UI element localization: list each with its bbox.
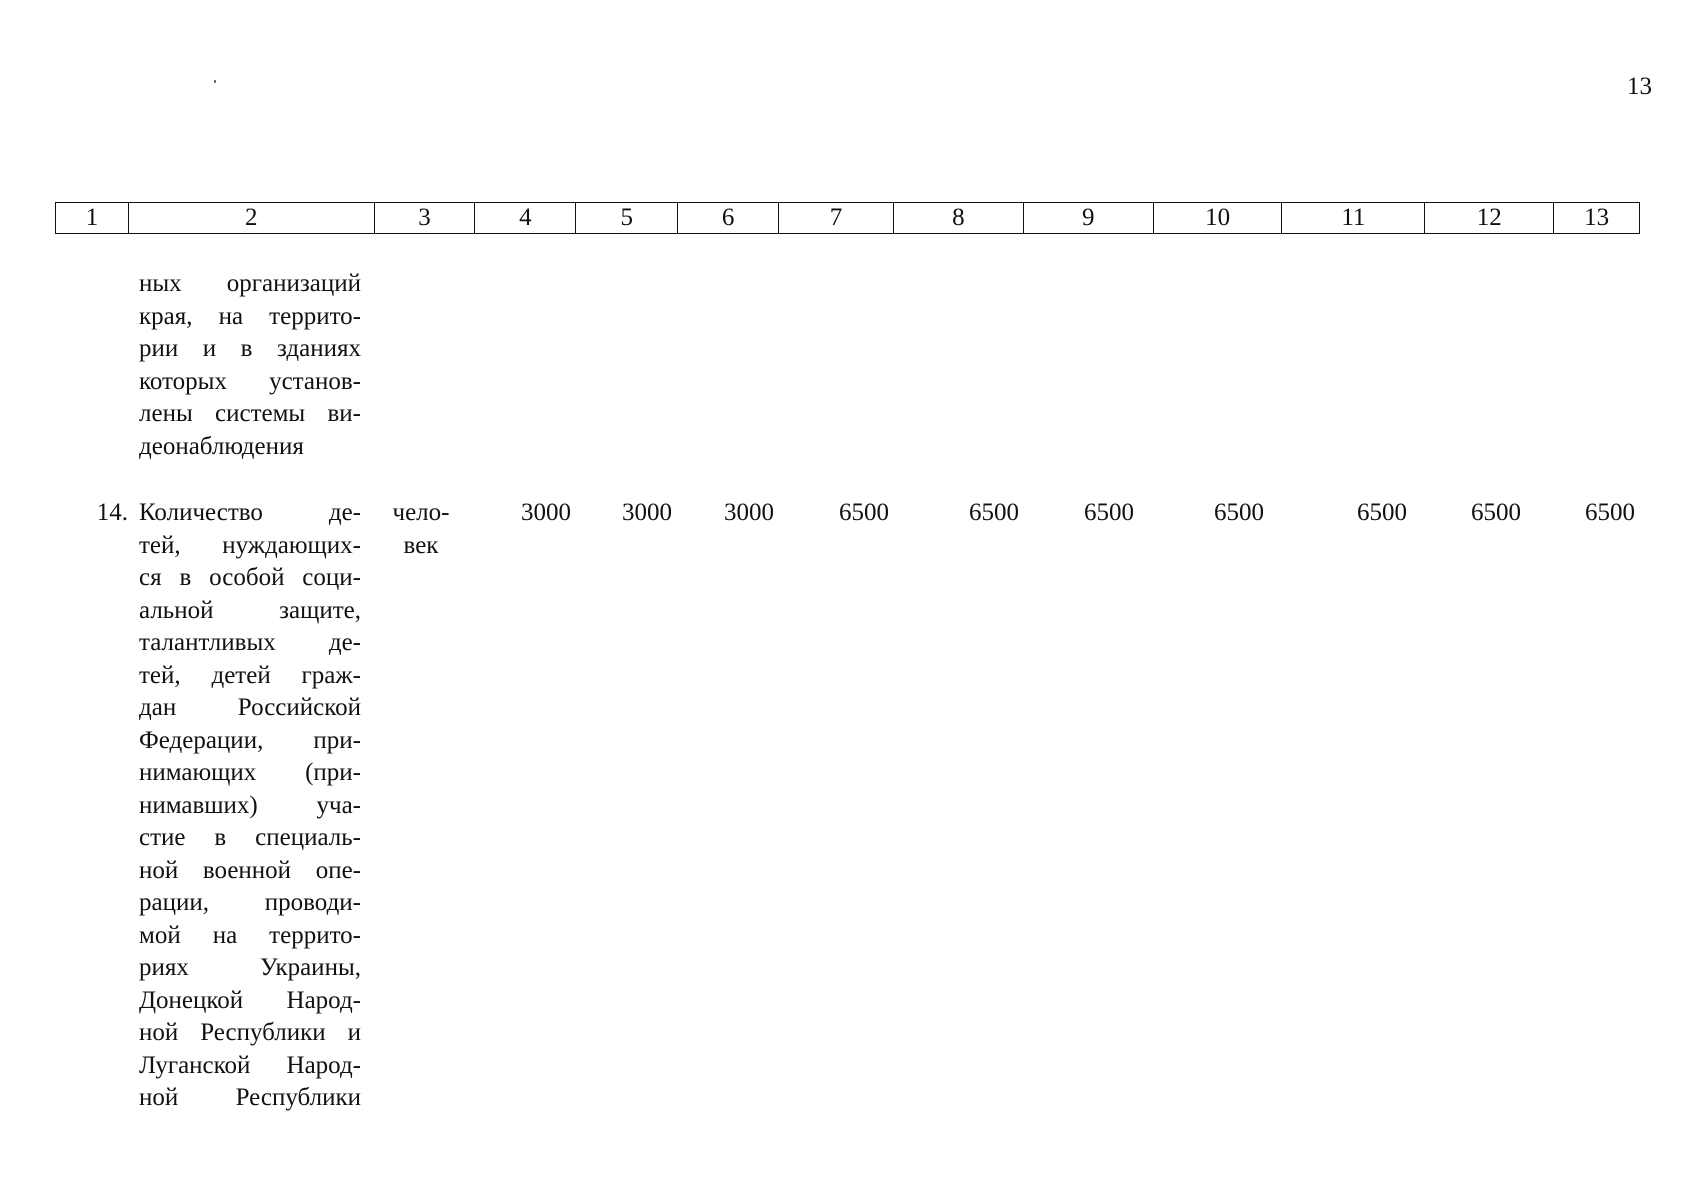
value-col-6: 3000 [724, 499, 774, 526]
row-number: 14. [96, 499, 128, 526]
value-col-10: 6500 [1214, 499, 1264, 526]
header-cell-12: 12 [1425, 203, 1554, 233]
text-line: альной защите, [139, 596, 361, 624]
text-line: ной Республики и [139, 1019, 361, 1046]
text-line: Федерации, при- [139, 726, 361, 754]
text-line: мой на террито- [139, 921, 361, 949]
text-line: ся в особой соци- [139, 564, 361, 591]
value-col-13: 6500 [1585, 499, 1635, 526]
scan-speck [214, 80, 216, 83]
header-cell-9: 9 [1024, 203, 1154, 233]
unit-line: век [403, 531, 439, 559]
text-line: деонаблюдения [139, 432, 304, 460]
unit-of-measure [371, 497, 471, 562]
header-cell-3: 3 [375, 203, 476, 233]
header-cell-13: 13 [1584, 204, 1610, 231]
indicator-name [139, 497, 361, 1115]
text-line: Луганской Народ- [139, 1051, 361, 1079]
text-line: рации, проводи- [139, 889, 361, 916]
value-col-7: 6500 [839, 499, 889, 526]
header-cell-10: 10 [1154, 203, 1283, 233]
text-line: дан Российской [139, 694, 361, 721]
page-number: 13 [1627, 73, 1652, 100]
text-line: Донецкой Народ- [139, 986, 361, 1014]
text-line: талантливых де- [139, 629, 361, 656]
header-cell-11: 11 [1282, 203, 1425, 233]
value-col-11: 6500 [1357, 499, 1407, 526]
text-line: края, на террито- [139, 302, 361, 330]
text-line: риях Украины, [139, 954, 361, 981]
text-line: ной Республики [139, 1084, 361, 1111]
value-col-12: 6500 [1471, 499, 1521, 526]
text-line: тей, детей граж- [139, 661, 361, 689]
table-header-row [55, 202, 1640, 234]
header-cell-7: 7 [779, 203, 894, 233]
text-line: стие в специаль- [139, 824, 361, 851]
text-line: ных организаций [139, 270, 361, 297]
text-line: рии и в зданиях [139, 335, 361, 362]
header-cell-4: 4 [475, 203, 576, 233]
text-line: лены системы ви- [139, 400, 361, 427]
text-line: Количество де- [139, 499, 361, 526]
text-line: нимающих (при- [139, 759, 361, 786]
header-cell-6: 6 [678, 203, 779, 233]
header-cell-1: 1 [56, 203, 129, 233]
text-line: нимавших) уча- [139, 791, 361, 819]
header-cell-8: 8 [894, 203, 1024, 233]
indicator-name [139, 268, 361, 463]
text-line: которых установ- [139, 367, 361, 395]
value-col-5: 3000 [622, 499, 672, 526]
value-col-9: 6500 [1084, 499, 1134, 526]
value-col-4: 3000 [521, 499, 571, 526]
unit-line: чело- [392, 499, 450, 526]
text-line: тей, нуждающих- [139, 531, 361, 559]
text-line: ной военной опе- [139, 856, 361, 884]
header-cell-2: 2 [129, 203, 375, 233]
header-cell-5: 5 [576, 203, 678, 233]
value-col-8: 6500 [969, 499, 1019, 526]
